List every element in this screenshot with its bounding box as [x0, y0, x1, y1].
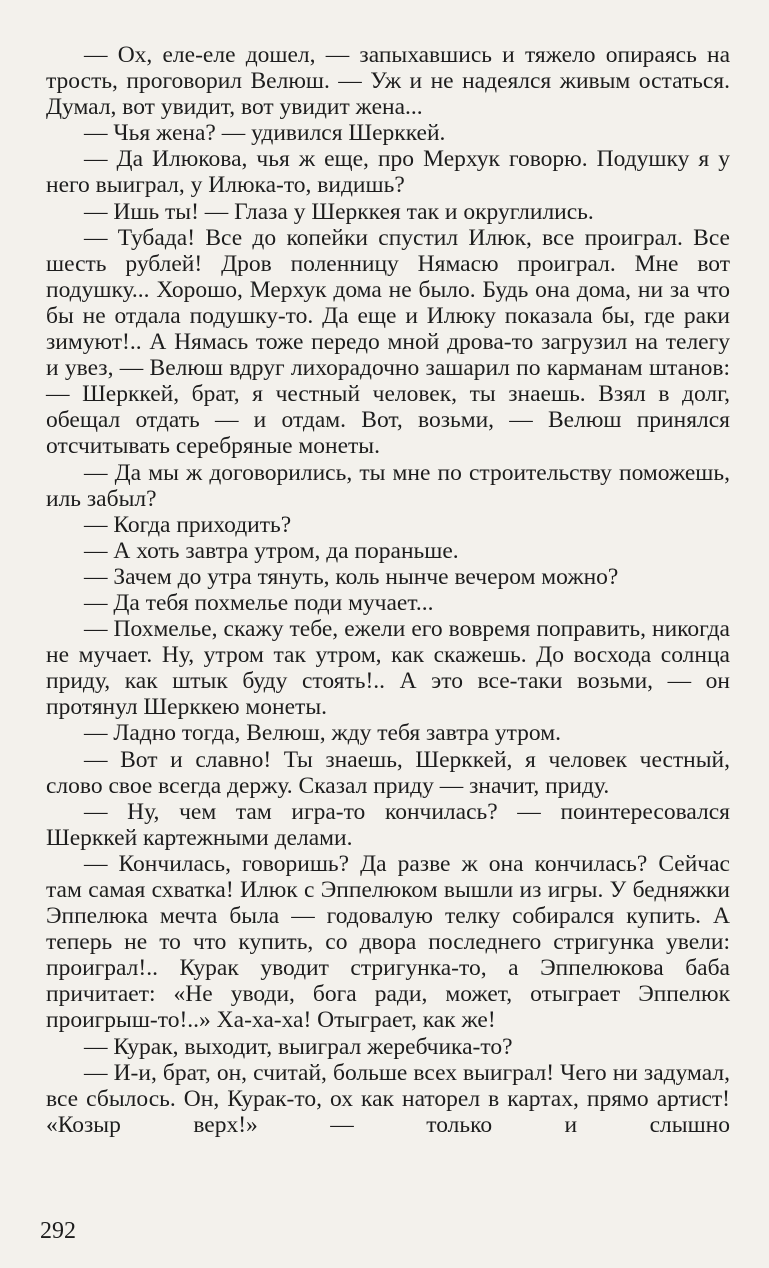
- paragraph: — Тубада! Все до копейки спустил Илюк, все проиграл. Все шесть рублей! Дров поленницу Нямасю проиграл. Мне вот подушку... Хорошо, Мерхук дома не было. Будь она дома, ни за что бы не отдала подушку-то. Да еще и Илюку показала бы, где раки зимуют!.. А Нямась тоже передо мной дрова-то загрузил на телегу и увез, — Велюш вдруг лихорадочно зашарил по карманам штанов: — Шерккей, брат, я честный человек, ты знаешь. Взял в долг, обещал отдать — и отдам. Вот, возьми, — Велюш принялся отсчитывать серебряные монеты.: [46, 224, 730, 460]
- paragraph: — Ох, еле-еле дошел, — запыхавшись и тяжело опираясь на трость, проговорил Велюш. — Уж и не надеялся живым остаться. Думал, вот увидит, вот увидит жена...: [46, 42, 730, 121]
- paragraph: — Когда приходить?: [84, 511, 292, 538]
- paragraph: — Зачем до утра тянуть, коль нынче вечером можно?: [84, 563, 619, 590]
- paragraph: — Да тебя похмелье поди мучает...: [84, 589, 434, 616]
- paragraph: — А хоть завтра утром, да пораньше.: [84, 537, 459, 564]
- paragraph: — Вот и славно! Ты знаешь, Шерккей, я человек честный, слово свое всегда держу. Сказал приду — значит, приду.: [46, 746, 730, 799]
- page-text: [46, 42, 730, 1138]
- paragraph: — Да Илюкова, чья ж еще, про Мерхук говорю. Подушку я у него выиграл, у Илюка-то, видишь?: [46, 146, 730, 199]
- paragraph: — Ну, чем там игра-то кончилась? — поинтересовался Шерккей картежными делами.: [46, 798, 730, 851]
- paragraph: — Кончилась, говоришь? Да разве ж она кончилась? Сейчас там самая схватка! Илюк с Эппелюком вышли из игры. У бедняжки Эппелюка мечта была — годовалую телку собирался купить. А теперь не то что купить, со двора последнего стригунка увели: проиграл!.. Курак уводит стригунка-то, а Эппелюкова баба причитает: «Не уводи, бога ради, может, отыграет Эппелюк проигрыш-то!..» Ха-ха-ха! Отыграет, как же!: [46, 850, 730, 1034]
- paragraph: — Курак, выходит, выиграл жеребчика-то?: [84, 1033, 513, 1060]
- paragraph: — И-и, брат, он, считай, больше всех выиграл! Чего ни задумал, все сбылось. Он, Курак-то, ох как наторел в картах, прямо артист! «Козыр верх!» — только и слышно: [46, 1059, 730, 1138]
- page-number: 292: [40, 1218, 76, 1244]
- paragraph: — Похмелье, скажу тебе, ежели его вовремя поправить, никогда не мучает. Ну, утром так утром, как скажешь. До восхода солнца приду, как штык буду стоять!.. А это все-таки возьми, — он протянул Шерккею монеты.: [46, 616, 730, 721]
- paragraph: — Чья жена? — удивился Шерккей.: [84, 120, 446, 147]
- paragraph: — Да мы ж договорились, ты мне по строительству поможешь, иль забыл?: [46, 459, 730, 512]
- paragraph: — Ладно тогда, Велюш, жду тебя завтра утром.: [84, 720, 561, 747]
- paragraph: — Ишь ты! — Глаза у Шерккея так и округлились.: [84, 198, 594, 225]
